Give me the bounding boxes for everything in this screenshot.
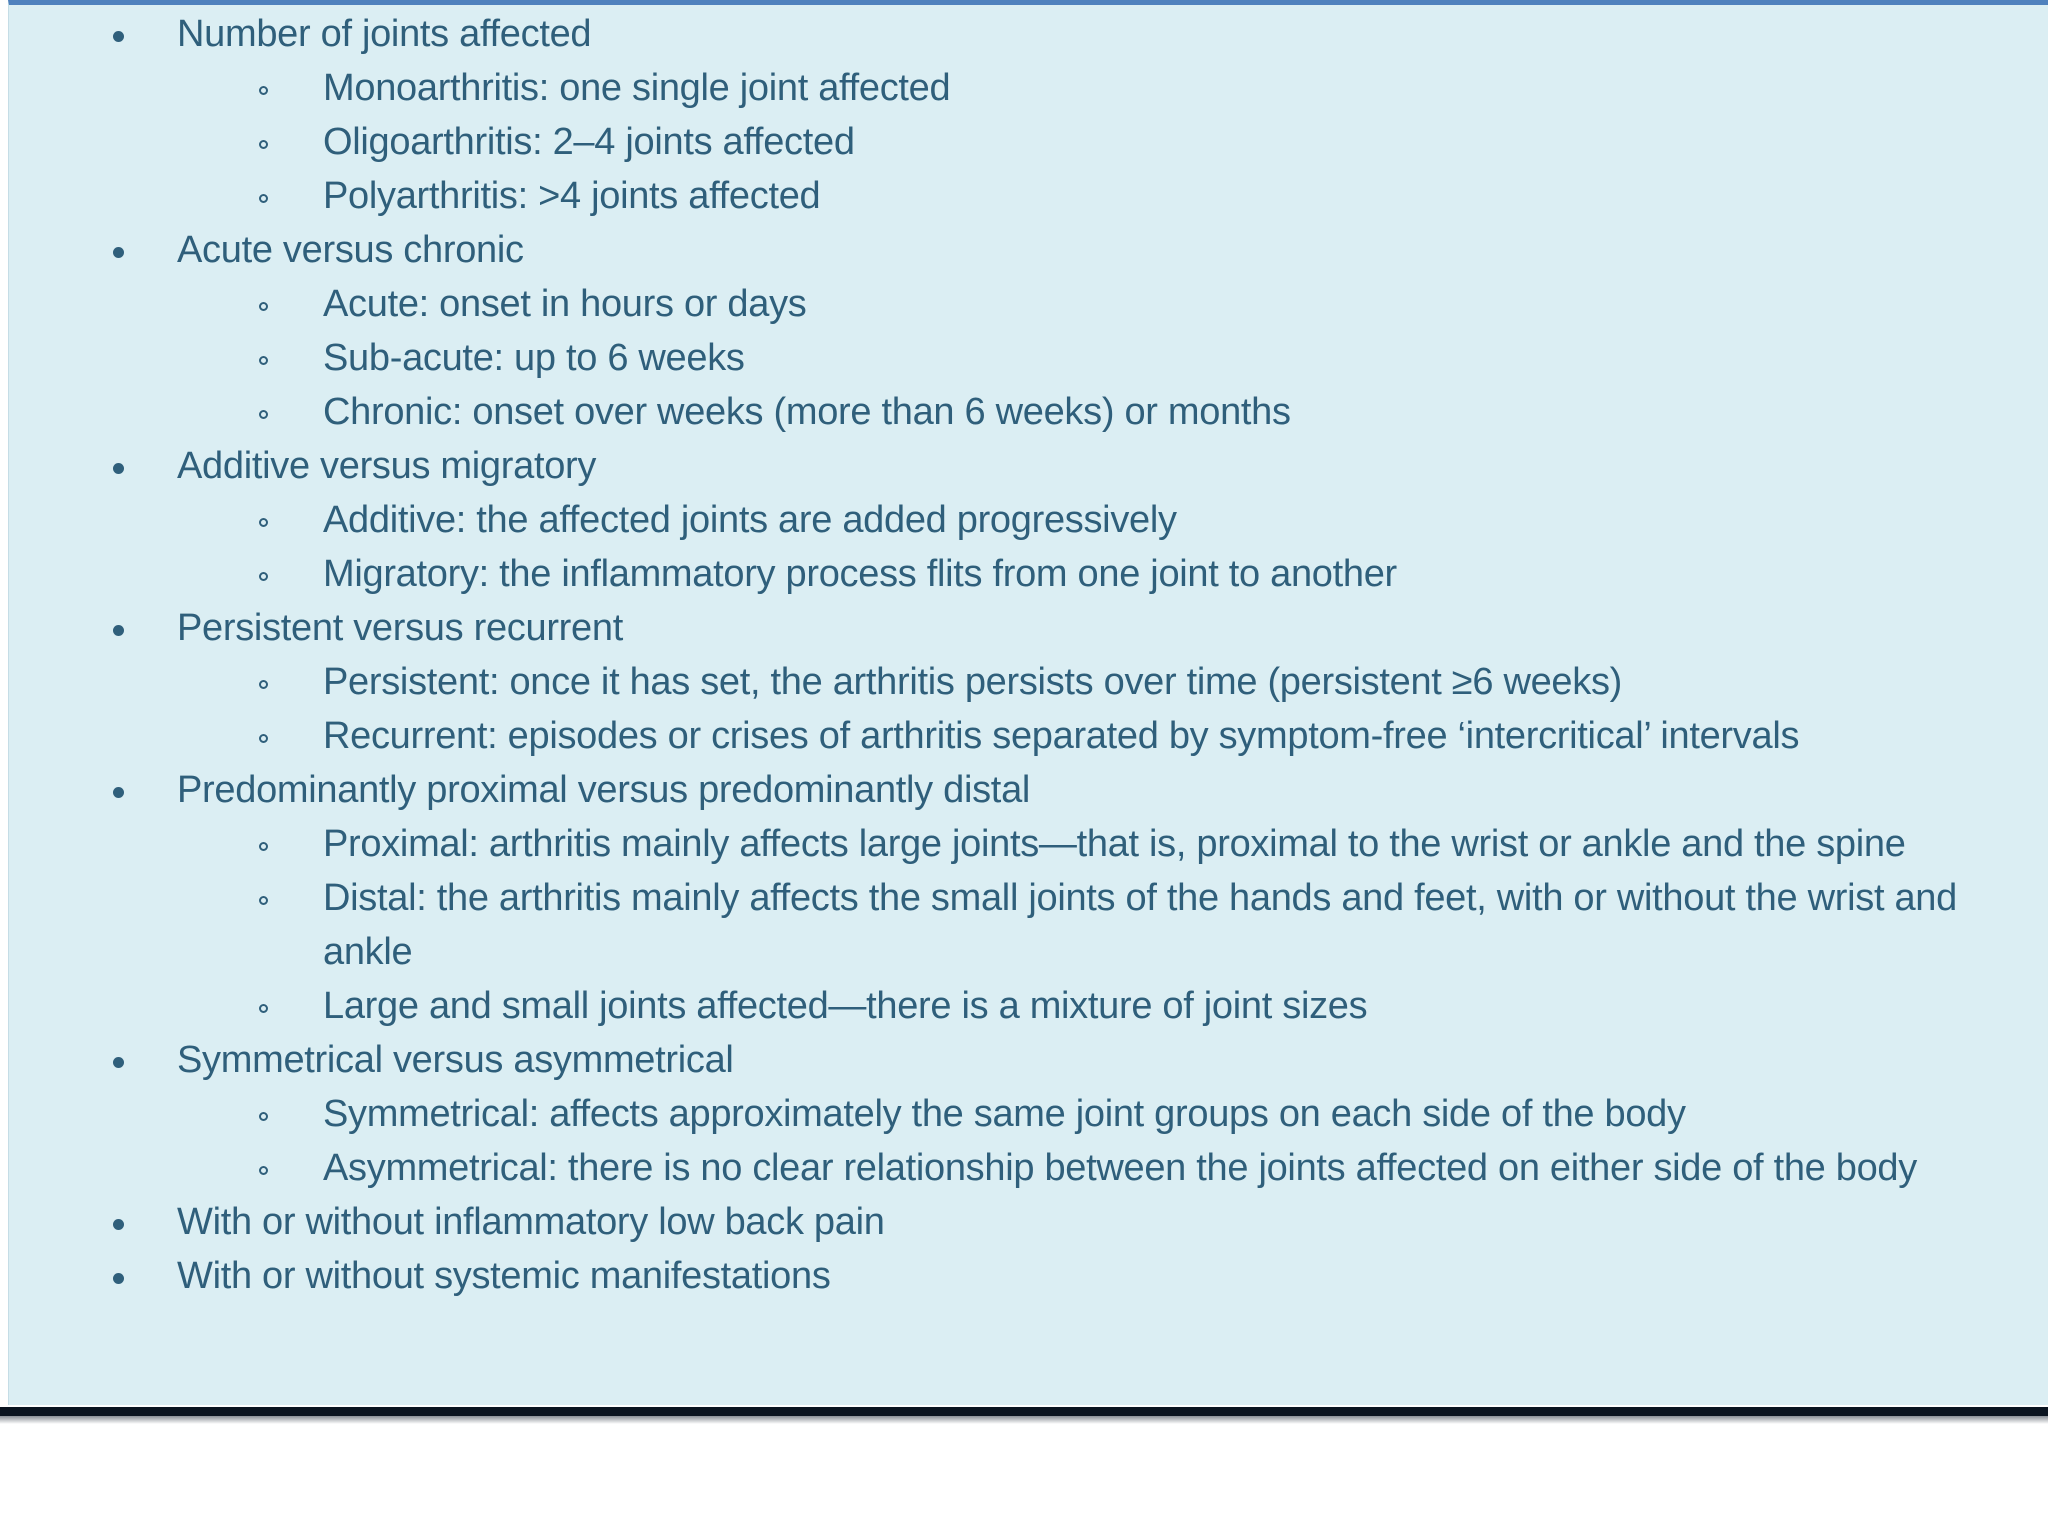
- sub-item-text: Symmetrical: affects approximately the same joint groups on each side of the body: [323, 1093, 1686, 1135]
- circle-bullet-icon: [259, 302, 268, 311]
- sub-item: [9, 169, 2048, 223]
- circle-bullet-icon: [259, 140, 268, 149]
- sub-item: [9, 1087, 2048, 1141]
- item-label: Acute versus chronic: [177, 229, 524, 271]
- sub-item: [9, 817, 2048, 871]
- list-item-persistent-recurrent: [9, 601, 2048, 763]
- list-item-proximal-distal: [9, 763, 2048, 1033]
- sub-item-text: Polyarthritis: >4 joints affected: [323, 175, 821, 217]
- sub-item: [9, 277, 2048, 331]
- item-label: Persistent versus recurrent: [177, 607, 623, 649]
- circle-bullet-icon: [259, 356, 268, 365]
- sub-item-text: Migratory: the inflammatory process flits from one joint to another: [323, 553, 1397, 595]
- circle-bullet-icon: [259, 194, 268, 203]
- sub-list: [9, 655, 2048, 763]
- sub-item: [9, 61, 2048, 115]
- item-label: Predominantly proximal versus predominantly distal: [177, 769, 1031, 811]
- sub-item-text: Distal: the arthritis mainly affects the small joints of the hands and feet, with or without the wrist and ankle: [323, 877, 1957, 973]
- bullet-icon: [113, 247, 124, 258]
- sub-item: [9, 547, 2048, 601]
- circle-bullet-icon: [259, 518, 268, 527]
- circle-bullet-icon: [259, 734, 268, 743]
- list-item-additive-migratory: [9, 439, 2048, 601]
- criteria-panel: [8, 0, 2048, 1405]
- circle-bullet-icon: [259, 1112, 268, 1121]
- sub-item-text: Sub-acute: up to 6 weeks: [323, 337, 745, 379]
- sub-list: [9, 493, 2048, 601]
- sub-item: [9, 709, 2048, 763]
- item-label: With or without inflammatory low back pain: [177, 1201, 885, 1243]
- sub-item: [9, 1141, 2048, 1195]
- sub-item-text: Acute: onset in hours or days: [323, 283, 807, 325]
- list-item-low-back-pain: [9, 1195, 2048, 1249]
- sub-item-text: Chronic: onset over weeks (more than 6 weeks) or months: [323, 391, 1291, 433]
- sub-item: [9, 331, 2048, 385]
- sub-item-text: Recurrent: episodes or crises of arthritis separated by symptom-free ‘intercritical’ intervals: [323, 715, 1800, 757]
- sub-item: [9, 493, 2048, 547]
- sub-item-text: Oligoarthritis: 2–4 joints affected: [323, 121, 855, 163]
- sub-item: [9, 655, 2048, 709]
- sub-item-text: Asymmetrical: there is no clear relationship between the joints affected on either side of the body: [323, 1147, 1917, 1189]
- circle-bullet-icon: [259, 410, 268, 419]
- bottom-border: [0, 1407, 2048, 1416]
- bullet-icon: [113, 31, 124, 42]
- criteria-list: [9, 7, 2048, 1303]
- circle-bullet-icon: [259, 1004, 268, 1013]
- list-item-systemic-manifestations: [9, 1249, 2048, 1303]
- bullet-icon: [113, 787, 124, 798]
- sub-item: [9, 871, 2048, 979]
- sub-item-text: Monoarthritis: one single joint affected: [323, 67, 951, 109]
- bottom-shadow: [0, 1416, 2048, 1424]
- item-label: Symmetrical versus asymmetrical: [177, 1039, 734, 1081]
- sub-list: [9, 277, 2048, 439]
- circle-bullet-icon: [259, 86, 268, 95]
- circle-bullet-icon: [259, 572, 268, 581]
- circle-bullet-icon: [259, 842, 268, 851]
- sub-item: [9, 979, 2048, 1033]
- circle-bullet-icon: [259, 1166, 268, 1175]
- sub-list: [9, 61, 2048, 223]
- sub-item-text: Large and small joints affected—there is a mixture of joint sizes: [323, 985, 1368, 1027]
- item-label: Number of joints affected: [177, 13, 592, 55]
- list-item-acute-chronic: [9, 223, 2048, 439]
- item-label: With or without systemic manifestations: [177, 1255, 831, 1297]
- sub-item: [9, 385, 2048, 439]
- sub-list: [9, 817, 2048, 1033]
- bullet-icon: [113, 1273, 124, 1284]
- sub-item-text: Proximal: arthritis mainly affects large joints—that is, proximal to the wrist or ankle and the spine: [323, 823, 1906, 865]
- bullet-icon: [113, 625, 124, 636]
- bullet-icon: [113, 463, 124, 474]
- sub-list: [9, 1087, 2048, 1195]
- list-item-number-of-joints: [9, 7, 2048, 223]
- sub-item-text: Persistent: once it has set, the arthritis persists over time (persistent ≥6 weeks): [323, 661, 1623, 703]
- circle-bullet-icon: [259, 680, 268, 689]
- list-item-symmetrical-asymmetrical: [9, 1033, 2048, 1195]
- item-label: Additive versus migratory: [177, 445, 597, 487]
- circle-bullet-icon: [259, 896, 268, 905]
- sub-item: [9, 115, 2048, 169]
- bullet-icon: [113, 1219, 124, 1230]
- sub-item-text: Additive: the affected joints are added progressively: [323, 499, 1177, 541]
- bullet-icon: [113, 1057, 124, 1068]
